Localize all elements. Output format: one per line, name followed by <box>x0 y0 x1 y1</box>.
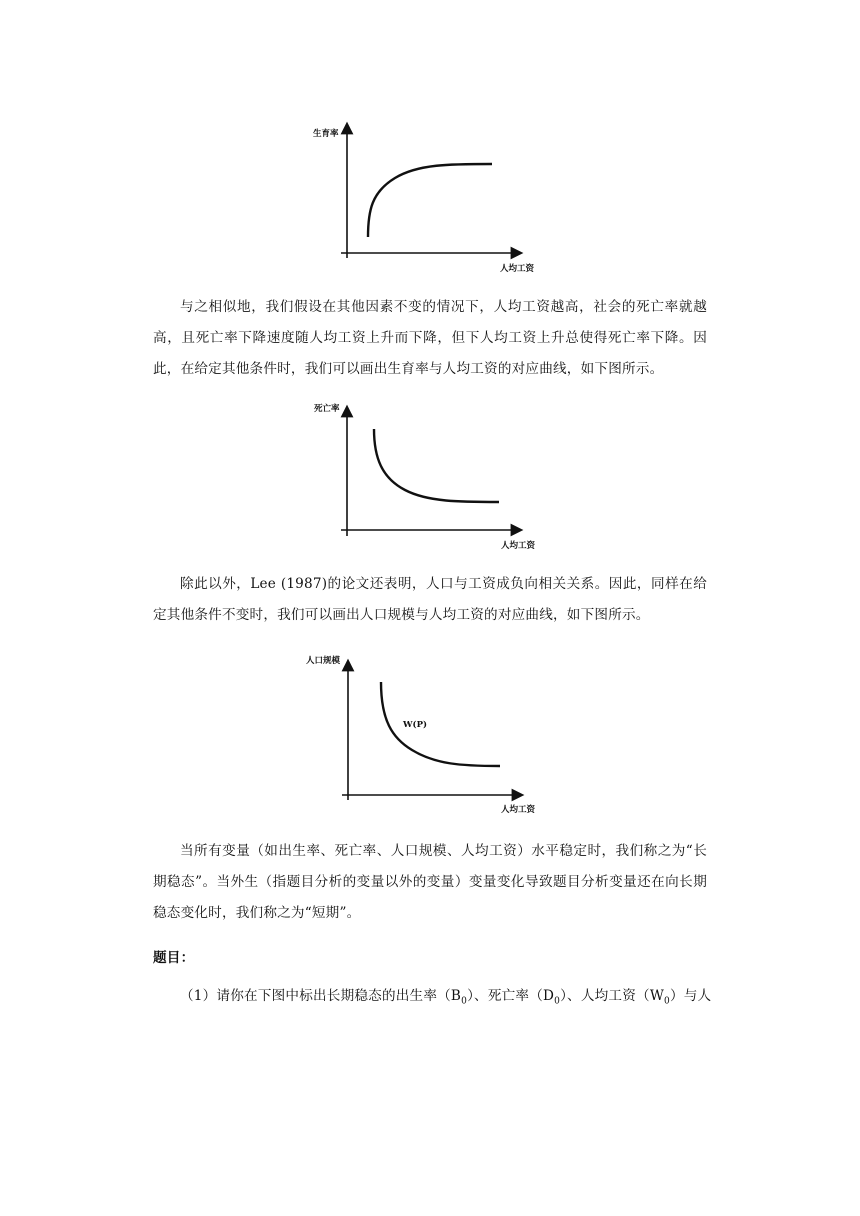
question-1-suffix: ）与人 <box>669 988 712 1004</box>
paragraph-1 <box>153 292 707 385</box>
questions-heading: 题目： <box>153 950 195 966</box>
figure-death-rate <box>300 398 540 558</box>
death-rate-chart <box>300 398 540 558</box>
paragraph-3 <box>153 836 707 929</box>
x-axis-label: 人均工资 <box>501 805 536 815</box>
question-1-sub-d: 0 <box>554 996 561 1007</box>
y-axis-label: 人口规模 <box>306 656 341 666</box>
question-1-prefix: （1）请你在下图中标出长期稳态的出生率（B <box>180 988 462 1004</box>
paragraph-1-text: 与之相似地，我们假设在其他因素不变的情况下，人均工资越高，社会的死亡率就越高，且死亡率下降速度随人均工资上升而下降，但下人均工资上升总使得死亡率下降。因此，在给定其他条件时，我们可以画出生育率与人均工资的对应曲线，如下图所示。 <box>153 299 707 377</box>
y-axis-label: 生育率 <box>313 129 339 139</box>
question-1-mid-2: ）、人均工资（W <box>560 988 664 1004</box>
curve-label: W(P) <box>403 720 427 730</box>
paragraph-3-text: 当所有变量（如出生率、死亡率、人口规模、人均工资）水平稳定时，我们称之为“长期稳态”。当外生（指题目分析的变量以外的变量）变量变化导致题目分析变量还在向长期稳态变化时，我们称之为“短期”。 <box>153 843 707 921</box>
paragraph-2 <box>153 569 707 631</box>
population-curve <box>381 682 500 766</box>
paragraph-2-text: 除此以外，Lee (1987)的论文还表明，人口与工资成负向相关关系。因此，同样在给定其他条件不变时，我们可以画出人口规模与人均工资的对应曲线，如下图所示。 <box>153 576 707 623</box>
x-axis-label: 人均工资 <box>500 264 535 274</box>
population-chart <box>300 650 540 820</box>
birth-rate-chart <box>300 120 540 280</box>
birth-rate-curve <box>368 164 492 237</box>
death-rate-curve <box>374 429 499 502</box>
figure-birth-rate <box>300 120 540 280</box>
question-1 <box>153 981 712 1018</box>
figure-population <box>300 650 540 820</box>
question-1-mid-1: ）、死亡率（D <box>467 988 555 1004</box>
x-axis-label: 人均工资 <box>501 541 536 551</box>
y-axis-label: 死亡率 <box>314 404 340 414</box>
question-1-sub-b: 0 <box>461 996 468 1007</box>
question-1-sub-w: 0 <box>664 996 670 1007</box>
